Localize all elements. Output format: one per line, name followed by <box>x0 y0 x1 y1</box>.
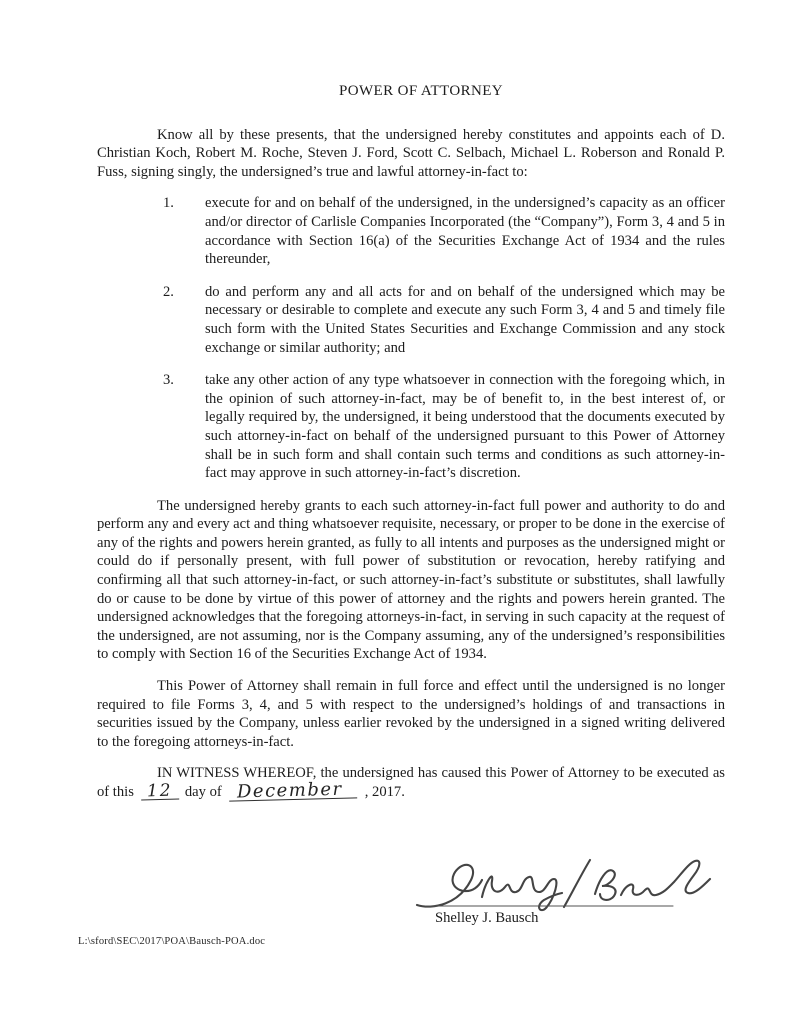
witness-paragraph <box>97 764 725 801</box>
document-file-path: L:\sford\SEC\2017\POA\Bausch-POA.doc <box>78 936 266 947</box>
list-item-text: do and perform any and all acts for and on behalf of the undersigned which may be necessary or desirable to complete and execute any such Form 3, 4 and 5 and timely file such form with the United States Securities and Exchange Commission and any stock exchange or similar authority; and <box>205 283 725 356</box>
list-item-number: 2. <box>163 283 174 300</box>
witness-text-middle: day of <box>184 784 222 800</box>
intro-paragraph: Know all by these presents, that the undersigned hereby constitutes and appoints each of D. Christian Koch, Robert M. Roche, Steven J. Ford, Scott C. Selbach, Michael L. Roberson and Ronald P. Fuss, signing singly, the undersigned’s true and lawful attorney-in-fact to: <box>97 126 725 180</box>
document-page <box>97 82 725 815</box>
list-item <box>163 194 725 268</box>
handwritten-month: December <box>229 782 357 801</box>
list-item-number: 3. <box>163 372 174 389</box>
handwritten-day: 12 <box>140 784 178 801</box>
witness-text-after: , 2017. <box>364 784 405 800</box>
numbered-list <box>97 194 725 482</box>
document-title: POWER OF ATTORNEY <box>338 83 504 99</box>
list-item-text: execute for and on behalf of the undersigned, in the undersigned’s capacity as an officer and/or director of Carlisle Companies Incorporated (the “Company”), Form 3, 4 and 5 in accordance with Section 16(a) of the Securities Exchange Act of 1934 and the rules thereunder, <box>205 195 725 268</box>
list-item-number: 1. <box>163 195 174 212</box>
signer-typed-name: Shelley J. Bausch <box>435 910 539 926</box>
duration-paragraph: This Power of Attorney shall remain in full force and effect until the undersigned is no longer required to file Forms 3, 4, and 5 with respect to the undersigned’s holdings of and transactions in securities issued by the Company, unless earlier revoked by the undersigned in a signed writing delivered to the foregoing attorneys-in-fact. <box>97 678 725 750</box>
witness-text-before: IN WITNESS WHEREOF, the undersigned has caused this Power of Attorney to be executed as of this <box>97 765 725 800</box>
list-item <box>163 371 725 483</box>
grant-paragraph: The undersigned hereby grants to each such attorney-in-fact full power and authority to do and perform any and every act and thing whatsoever requisite, necessary, or proper to be done in the exercise of any of the rights and powers herein granted, as fully to all intents and purposes as the undersigned might or could do if personally present, with full power of substitution or revocation, hereby ratifying and confirming all that such attorney-in-fact, or such attorney-in-fact’s substitute or substitutes, shall lawfully do or cause to be done by virtue of this power of attorney and the rights and powers herein granted. The undersigned acknowledges that the foregoing attorneys-in-fact, in serving in such capacity at the request of the undersigned, are not assuming, nor is the Company assuming, any of the undersigned’s responsibilities to comply with Section 16 of the Securities Exchange Act of 1934. <box>97 497 725 663</box>
signature-block <box>415 856 715 927</box>
handwritten-signature-icon <box>415 856 715 918</box>
list-item-text: take any other action of any type whatsoever in connection with the foregoing which, in the opinion of such attorney-in-fact, may be of benefit to, in the best interest of, or legally required by, the undersigned, it being understood that the documents executed by such attorney-in-fact on behalf of the undersigned pursuant to this Power of Attorney shall be in such form and shall contain such terms and conditions as such attorney-in-fact may approve in such attorney-in-fact’s discretion. <box>205 372 725 482</box>
list-item <box>163 283 725 357</box>
